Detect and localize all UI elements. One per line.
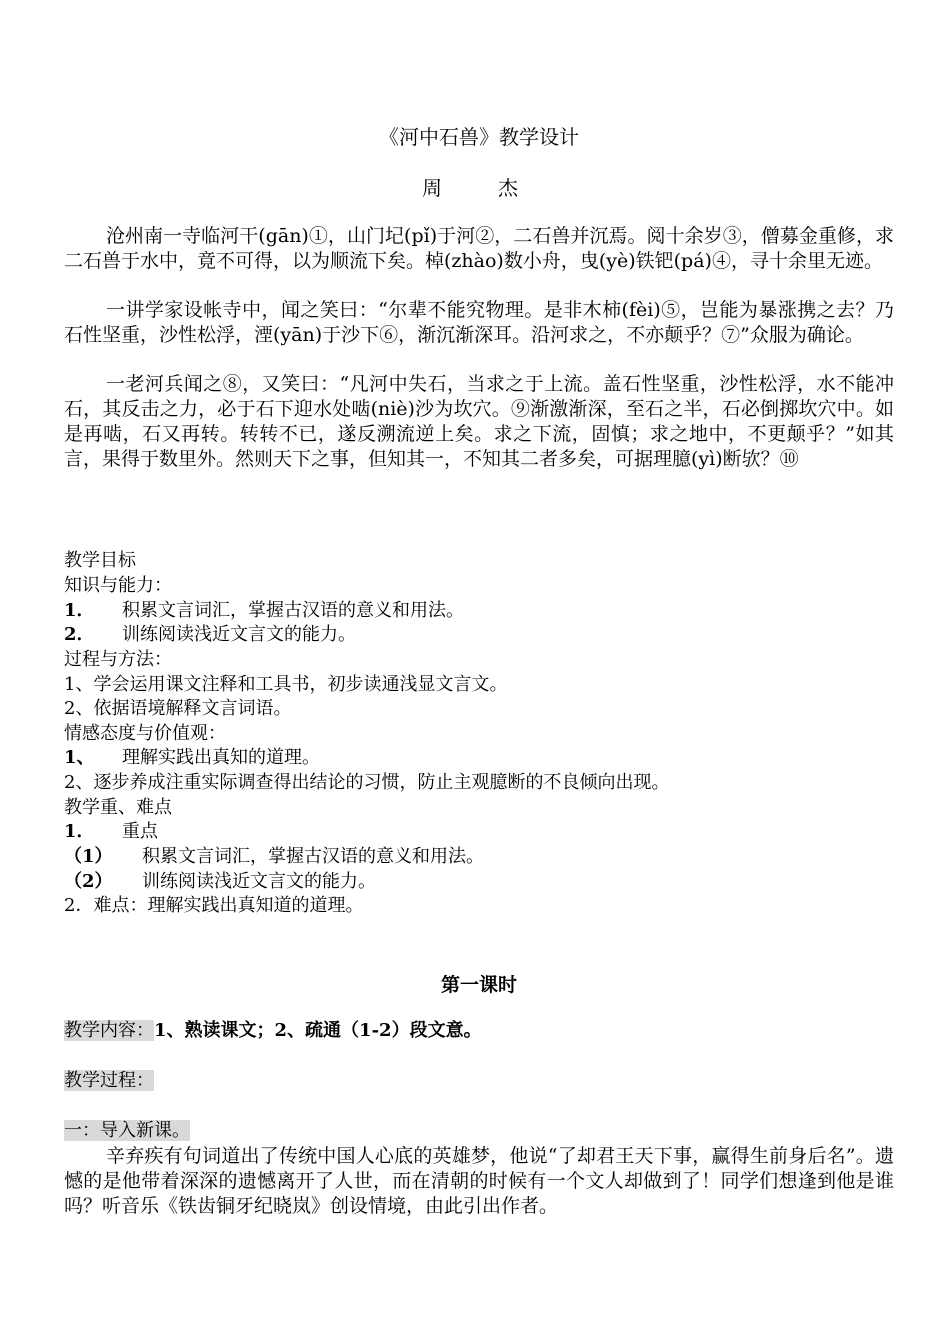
lesson-content <box>64 1019 894 1044</box>
item-text: 重点 <box>122 821 158 842</box>
goal-item <box>64 746 894 771</box>
content-label: 教学内容： <box>64 1020 154 1041</box>
item-number: 1． <box>64 600 95 621</box>
goal-item <box>64 623 894 648</box>
key-subitem <box>64 870 894 895</box>
item-number: 1、 <box>64 747 95 768</box>
step-paragraph: 辛弃疾有句词道出了传统中国人心底的英雄梦，他说“了却君王天下事，赢得生前身后名”。遗憾的是他带着深深的遗憾离开了人世，而在清朝的时候有一个文人却做到了！同学们想逢到他是谁吗？听音乐《铁齿铜牙纪晓岚》创设情境，由此引出作者。 <box>64 1145 894 1217</box>
step-heading <box>64 1119 894 1144</box>
text-paragraph-2: 一讲学家设帐寺中，闻之笑曰：“尔辈不能究物理。是非木柿(fèi)⑤，岂能为暴涨携之去？乃石性坚重，沙性松浮，湮(yān)于沙下⑥，渐沉渐深耳。沿河求之，不亦颠乎？⑦”众服为确论。 <box>64 299 894 346</box>
knowledge-heading: 知识与能力： <box>64 575 172 596</box>
goal-item: 2、逐步养成注重实际调查得出结论的习惯，防止主观臆断的不良倾向出现。 <box>64 772 670 793</box>
item-text: 积累文言词汇，掌握古汉语的意义和用法。 <box>142 846 484 867</box>
step-label: 一：导入新课。 <box>64 1120 190 1141</box>
process-heading: 过程与方法： <box>64 649 172 670</box>
lesson-process <box>64 1069 894 1094</box>
item-number: （1） <box>64 846 113 867</box>
item-text: 训练阅读浅近文言文的能力。 <box>142 871 376 892</box>
item-number: 2． <box>64 624 95 645</box>
text-paragraph-3: 一老河兵闻之⑧，又笑曰：“凡河中失石，当求之于上流。盖石性坚重，沙性松浮，水不能冲石，其反击之力，必于石下迎水处啮(niè)沙为坎穴。⑨渐激渐深，至石之半，石必倒掷坎穴中。如是再啮，石又再转。转转不已，遂反溯流逆上矣。求之下流，固慎；求之地中，不更颠乎？”如其言，果得于数里外。然则天下之事，但知其一，不知其二者多矣，可据理臆(yì)断欤？⑩ <box>64 373 894 470</box>
document-title: 《河中石兽》教学设计 <box>379 125 579 149</box>
item-text: 理解实践出真知的道理。 <box>122 747 320 768</box>
goals-heading: 教学目标 <box>64 550 136 571</box>
key-item <box>64 820 894 845</box>
process-label: 教学过程： <box>64 1070 154 1091</box>
document-author: 周 杰 <box>422 176 536 200</box>
key-heading: 教学重、难点 <box>64 797 172 818</box>
item-text: 积累文言词汇，掌握古汉语的意义和用法。 <box>122 600 464 621</box>
emotion-heading: 情感态度与价值观： <box>64 723 226 744</box>
content-text: 1、熟读课文；2、疏通（1-2）段文意。 <box>154 1020 482 1041</box>
goal-item: 2、依据语境解释文言词语。 <box>64 698 292 719</box>
item-number: 1． <box>64 821 95 842</box>
item-text: 训练阅读浅近文言文的能力。 <box>122 624 356 645</box>
text-paragraph-1: 沧州南一寺临河干(gān)①，山门圮(pǐ)于河②，二石兽并沉焉。阅十余岁③，僧募金重修，求二石兽于水中，竟不可得，以为顺流下矣。棹(zhào)数小舟，曳(yè)铁钯(pá)④，寻十余里无迹。 <box>64 225 894 272</box>
lesson-title: 第一课时 <box>440 974 517 996</box>
goal-item <box>64 599 894 624</box>
key-subitem <box>64 845 894 870</box>
item-number: （2） <box>64 871 113 892</box>
key-item: 2．难点：理解实践出真知道的道理。 <box>64 895 364 916</box>
goal-item: 1、学会运用课文注释和工具书，初步读通浅显文言文。 <box>64 674 508 695</box>
